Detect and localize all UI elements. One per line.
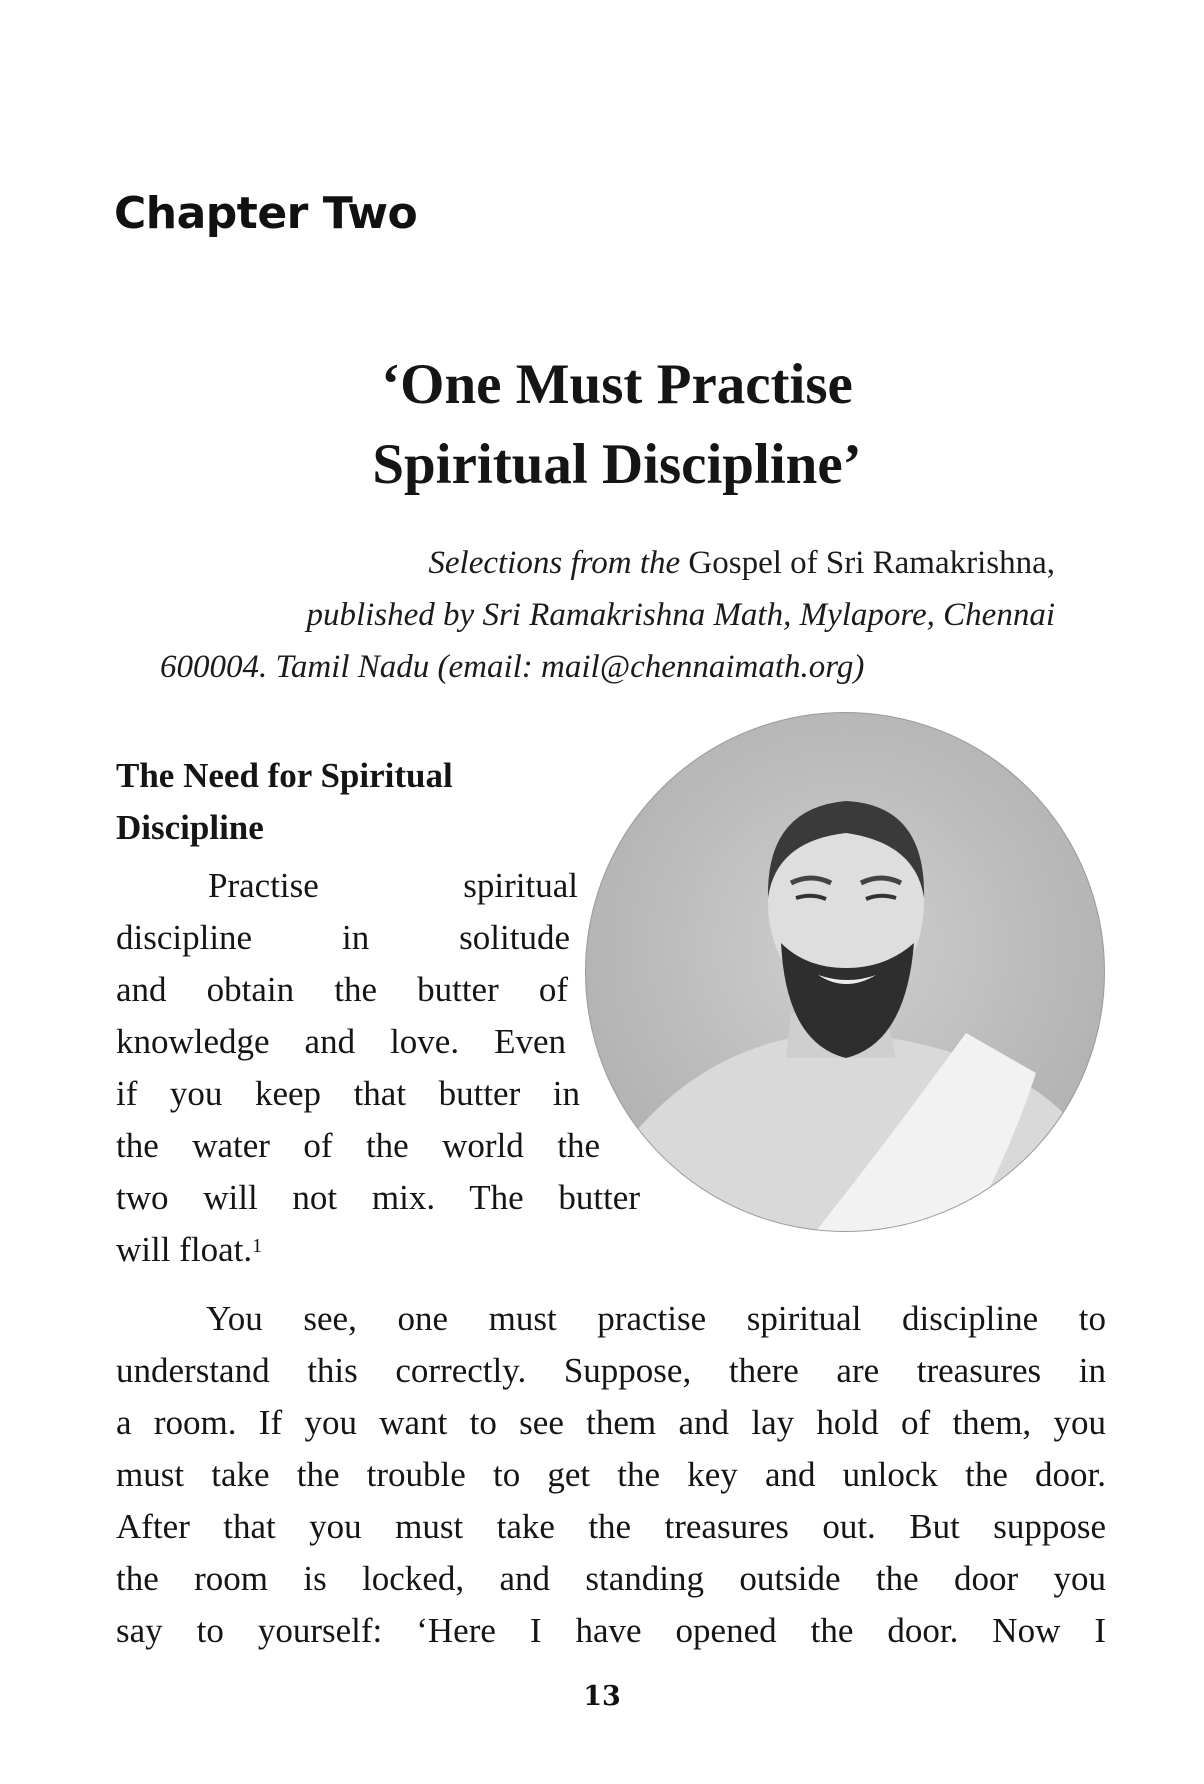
section-heading-line-1: The Need for Spiritual <box>116 756 453 795</box>
source-book-title: Gospel of Sri Ramakrishna, <box>688 545 1055 581</box>
main-line: a room. If you want to see them and lay hold of them, you <box>116 1403 1106 1442</box>
intro-line: if you keep that butter in <box>116 1074 580 1113</box>
main-line: say to yourself: ‘Here I have opened the door. Now I <box>116 1611 1106 1650</box>
main-line: must take the trouble to get the key and unlock the door. <box>116 1455 1106 1494</box>
source-attribution <box>160 537 1055 693</box>
intro-line: the water of the world the <box>116 1126 600 1165</box>
footnote-marker: 1 <box>252 1235 263 1257</box>
portrait-image <box>585 712 1105 1232</box>
intro-line-last <box>116 1224 640 1276</box>
intro-paragraph <box>116 860 640 1276</box>
source-intro: Selections from the <box>428 545 681 581</box>
intro-line: two will not mix. The butter <box>116 1178 640 1217</box>
intro-line: discipline in solitude <box>116 918 570 957</box>
intro-line: knowledge and love. Even <box>116 1022 566 1061</box>
source-line-1 <box>160 537 1055 589</box>
main-paragraph <box>116 1293 1106 1657</box>
main-line: understand this correctly. Suppose, there are treasures in <box>116 1351 1106 1390</box>
page-number: 13 <box>583 1681 621 1712</box>
main-line: After that you must take the treasures out. But suppose <box>116 1507 1106 1546</box>
main-line: the room is locked, and standing outside the door you <box>116 1559 1106 1598</box>
section-heading <box>116 750 576 854</box>
section-heading-line-2: Discipline <box>116 808 264 847</box>
chapter-title-line-2: Spiritual Discipline’ <box>372 433 862 496</box>
portrait-illustration <box>586 713 1104 1231</box>
intro-line-text: will float. <box>116 1230 253 1269</box>
chapter-label: Chapter Two <box>114 188 418 239</box>
chapter-title-line-1: ‘One Must Practise <box>381 353 853 416</box>
main-line: You see, one must practise spiritual discipline to <box>206 1299 1106 1338</box>
chapter-title <box>0 345 1204 505</box>
source-line-2: published by Sri Ramakrishna Math, Mylapore, Chennai <box>306 597 1055 633</box>
intro-line: and obtain the butter of <box>116 970 568 1009</box>
intro-line: Practise spiritual <box>208 866 578 905</box>
source-line-3: 600004. Tamil Nadu (email: mail@chennaimath.org) <box>160 649 865 685</box>
